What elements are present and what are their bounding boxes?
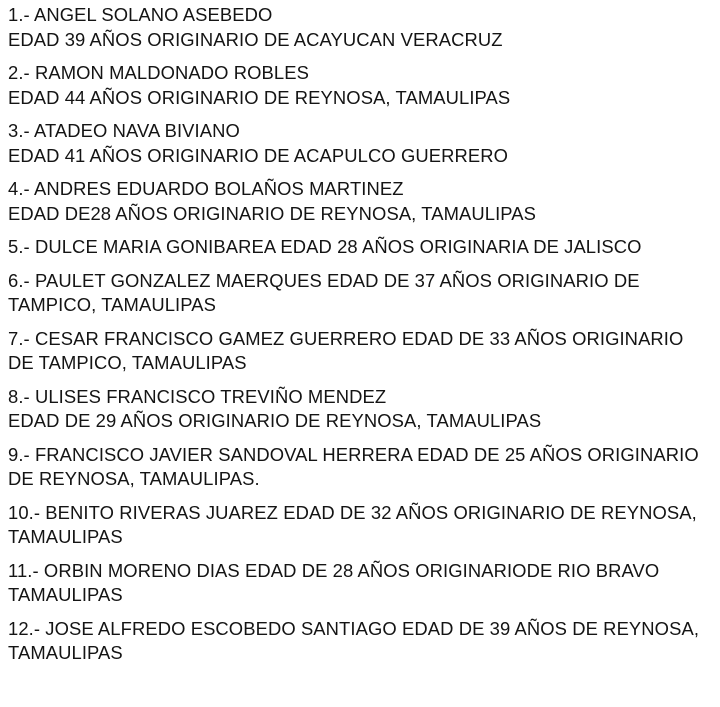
entry-name-line: 8.- ULISES FRANCISCO TREVIÑO MENDEZ [8,385,387,407]
list-item [8,559,714,608]
list-item [8,327,714,376]
entry-detail-line: DE TAMPICO, TAMAULIPAS [8,352,247,373]
entry-name-line: 10.- BENITO RIVERAS JUAREZ EDAD DE 32 AÑOS ORIGINARIO DE REYNOSA, [8,501,697,523]
list-item [8,269,714,318]
entry-name-line: 7.- CESAR FRANCISCO GAMEZ GUERRERO EDAD DE 33 AÑOS ORIGINARIO [8,327,684,349]
list-item [8,119,714,168]
entry-detail-line: EDAD 44 AÑOS ORIGINARIO DE REYNOSA, TAMAULIPAS [8,86,511,108]
entry-detail-line: TAMAULIPAS [8,642,123,663]
entry-detail-line: TAMPICO, TAMAULIPAS [8,294,216,315]
entry-detail-line: EDAD 41 AÑOS ORIGINARIO DE ACAPULCO GUERRERO [8,144,509,166]
entry-name-line: 2.- RAMON MALDONADO ROBLES [8,62,309,83]
entry-detail-line: EDAD DE28 AÑOS ORIGINARIO DE REYNOSA, TAMAULIPAS [8,202,537,224]
entry-detail-line: EDAD DE 29 AÑOS ORIGINARIO DE REYNOSA, TAMAULIPAS [8,410,542,431]
entry-detail-line: TAMAULIPAS [8,584,123,605]
entry-name-line: 4.- ANDRES EDUARDO BOLAÑOS MARTINEZ [8,178,404,199]
entry-name-line: 5.- DULCE MARIA GONIBAREA EDAD 28 AÑOS ORIGINARIA DE JALISCO [8,236,642,257]
list-item [8,61,714,110]
entry-detail-line: TAMAULIPAS [8,526,123,547]
entry-detail-line: DE REYNOSA, TAMAULIPAS. [8,468,260,489]
entry-detail-line: EDAD 39 AÑOS ORIGINARIO DE ACAYUCAN VERACRUZ [8,28,503,50]
entry-name-line: 6.- PAULET GONZALEZ MAERQUES EDAD DE 37 AÑOS ORIGINARIO DE [8,269,640,291]
list-item [8,177,714,226]
list-item [8,501,714,550]
entry-name-line: 9.- FRANCISCO JAVIER SANDOVAL HERRERA EDAD DE 25 AÑOS ORIGINARIO [8,443,699,465]
list-item [8,617,714,666]
document-body [8,3,714,675]
list-item [8,443,714,492]
list-item [8,3,714,52]
list-item [8,235,714,260]
entry-name-line: 12.- JOSE ALFREDO ESCOBEDO SANTIAGO EDAD DE 39 AÑOS DE REYNOSA, [8,617,700,639]
entry-name-line: 1.- ANGEL SOLANO ASEBEDO [8,4,273,25]
entry-name-line: 3.- ATADEO NAVA BIVIANO [8,120,240,141]
entry-name-line: 11.- ORBIN MORENO DIAS EDAD DE 28 AÑOS ORIGINARIODE RIO BRAVO [8,559,660,581]
list-item [8,385,714,434]
